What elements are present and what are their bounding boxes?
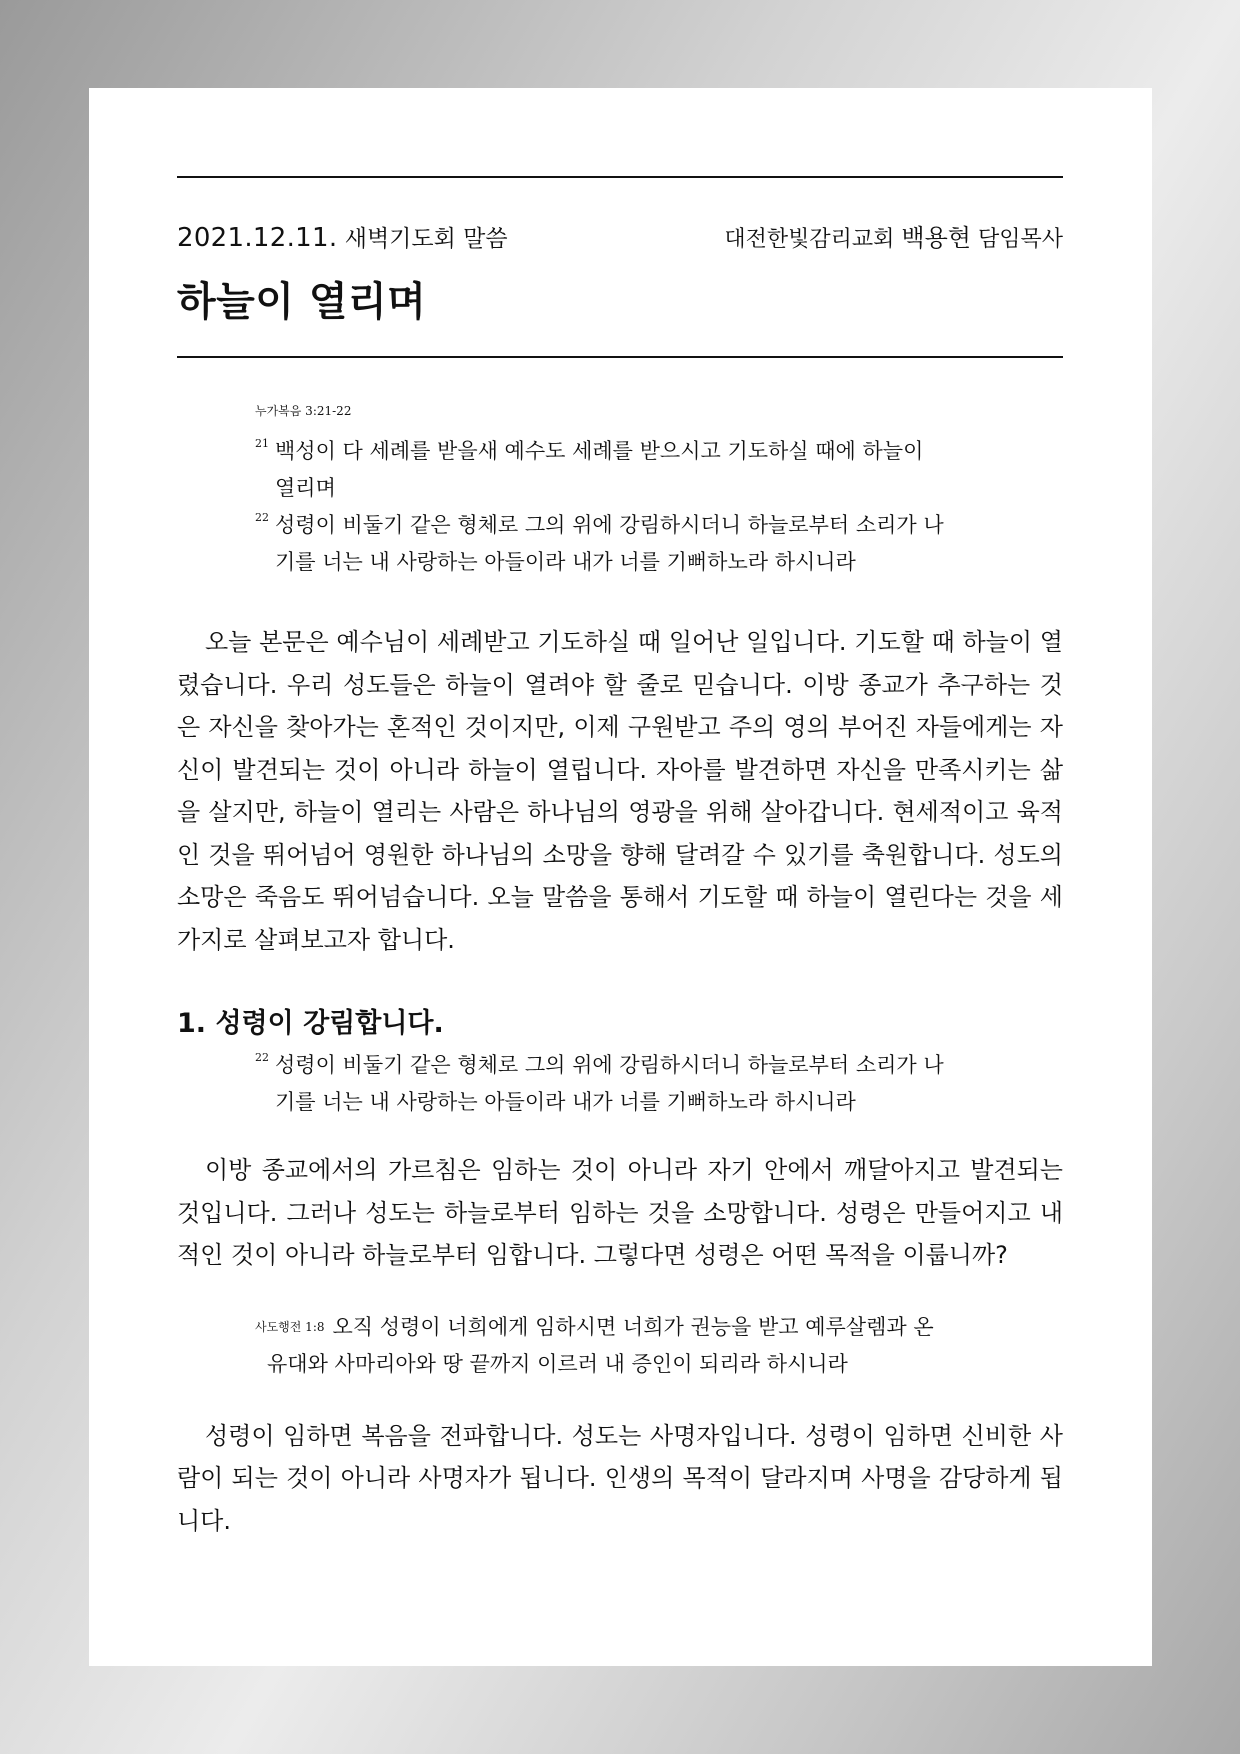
acts-verse [255, 1309, 995, 1383]
document-page [89, 88, 1152, 1666]
scripture-verse [255, 1047, 995, 1121]
acts-line-1: 오직 성령이 너희에게 임하시면 너희가 권능을 받고 예루살렘과 온 [332, 1314, 934, 1339]
section-paragraph: 이방 종교에서의 가르침은 임하는 것이 아니라 자기 안에서 깨달아지고 발견되는 것입니다. 그러나 성도는 하늘로부터 임하는 것을 소망합니다. 성령은 만들어지고 내적인 것이 아니라 하늘로부터 임합니다. 그렇다면 성령은 어떤 목적을 이룹니까? [177, 1156, 1063, 1269]
section-heading: 1. 성령이 강림합니다. [177, 1008, 444, 1039]
church-name: 대전한빛감리교회 [724, 227, 895, 252]
pastor-title: 담임목사 [977, 227, 1063, 252]
verse-number: 21 [255, 437, 269, 450]
verse-line: 기를 너는 내 사랑하는 아들이라 내가 너를 기뻐하노라 하시니라 [275, 1090, 856, 1114]
acts-reference: 사도행전 1:8 [255, 1319, 325, 1334]
verse-line: 성령이 비둘기 같은 형체로 그의 위에 강림하시더니 하늘로부터 소리가 나 [275, 1053, 944, 1077]
header-left [177, 220, 508, 253]
pastor-name: 백용현 [901, 224, 971, 252]
scripture-verse [255, 507, 995, 581]
scripture-verse [255, 433, 995, 507]
sermon-date: 2021.12.11. [177, 223, 338, 253]
header-right [724, 218, 1063, 253]
verse-line: 성령이 비둘기 같은 형체로 그의 위에 강림하시더니 하늘로부터 소리가 나 [275, 513, 944, 537]
main-scripture [255, 403, 995, 581]
section-paragraph: 성령이 임하면 복음을 전파합니다. 성도는 사명자입니다. 성령이 임하면 신비한 사람이 되는 것이 아니라 사명자가 됩니다. 인생의 목적이 달라지며 사명을 감당하게 됩니다. [177, 1421, 1063, 1535]
document-content [177, 176, 1063, 1542]
verse-line: 열리며 [275, 476, 336, 500]
verse-line: 백성이 다 세례를 받을새 예수도 세례를 받으시고 기도하실 때에 하늘이 [275, 439, 924, 463]
verse-number: 22 [255, 511, 269, 524]
intro-paragraph: 오늘 본문은 예수님이 세례받고 기도하실 때 일어난 일입니다. 기도할 때 하늘이 열렸습니다. 우리 성도들은 하늘이 열려야 할 줄로 믿습니다. 이방 종교가 추구하는 것은 자신을 찾아가는 혼적인 것이지만, 이제 구원받고 주의 영의 부어진 자들에게는 자신이 발견되는 것이 아니라 하늘이 열립니다. 자아를 발견하면 자신을 만족시키는 삶을 살지만, 하늘이 열리는 사람은 하나님의 영광을 위해 살아갑니다. 현세적이고 육적인 것을 뛰어넘어 영원한 하나님의 소망을 향해 달려갈 수 있기를 축원합니다. 성도의 소망은 죽음도 뛰어넘습니다. 오늘 말씀을 통해서 기도할 때 하늘이 열린다는 것을 세 가지로 살펴보고자 합니다. [177, 628, 1063, 954]
verse-line [255, 1309, 995, 1346]
verse-line: 유대와 사마리아와 땅 끝까지 이르러 내 증인이 되리라 하시니라 [267, 1351, 848, 1376]
section-scripture [255, 1047, 995, 1121]
acts-scripture [255, 1309, 995, 1383]
scripture-reference: 누가복음 3:21-22 [255, 404, 352, 418]
top-rule [177, 176, 1063, 178]
service-name: 새벽기도회 말씀 [344, 226, 508, 252]
title-rule [177, 356, 1063, 358]
sermon-title: 하늘이 열리며 [177, 279, 427, 325]
verse-line: 기를 너는 내 사랑하는 아들이라 내가 너를 기뻐하노라 하시니라 [275, 550, 856, 574]
document-header [177, 218, 1063, 252]
verse-number: 22 [255, 1051, 269, 1064]
